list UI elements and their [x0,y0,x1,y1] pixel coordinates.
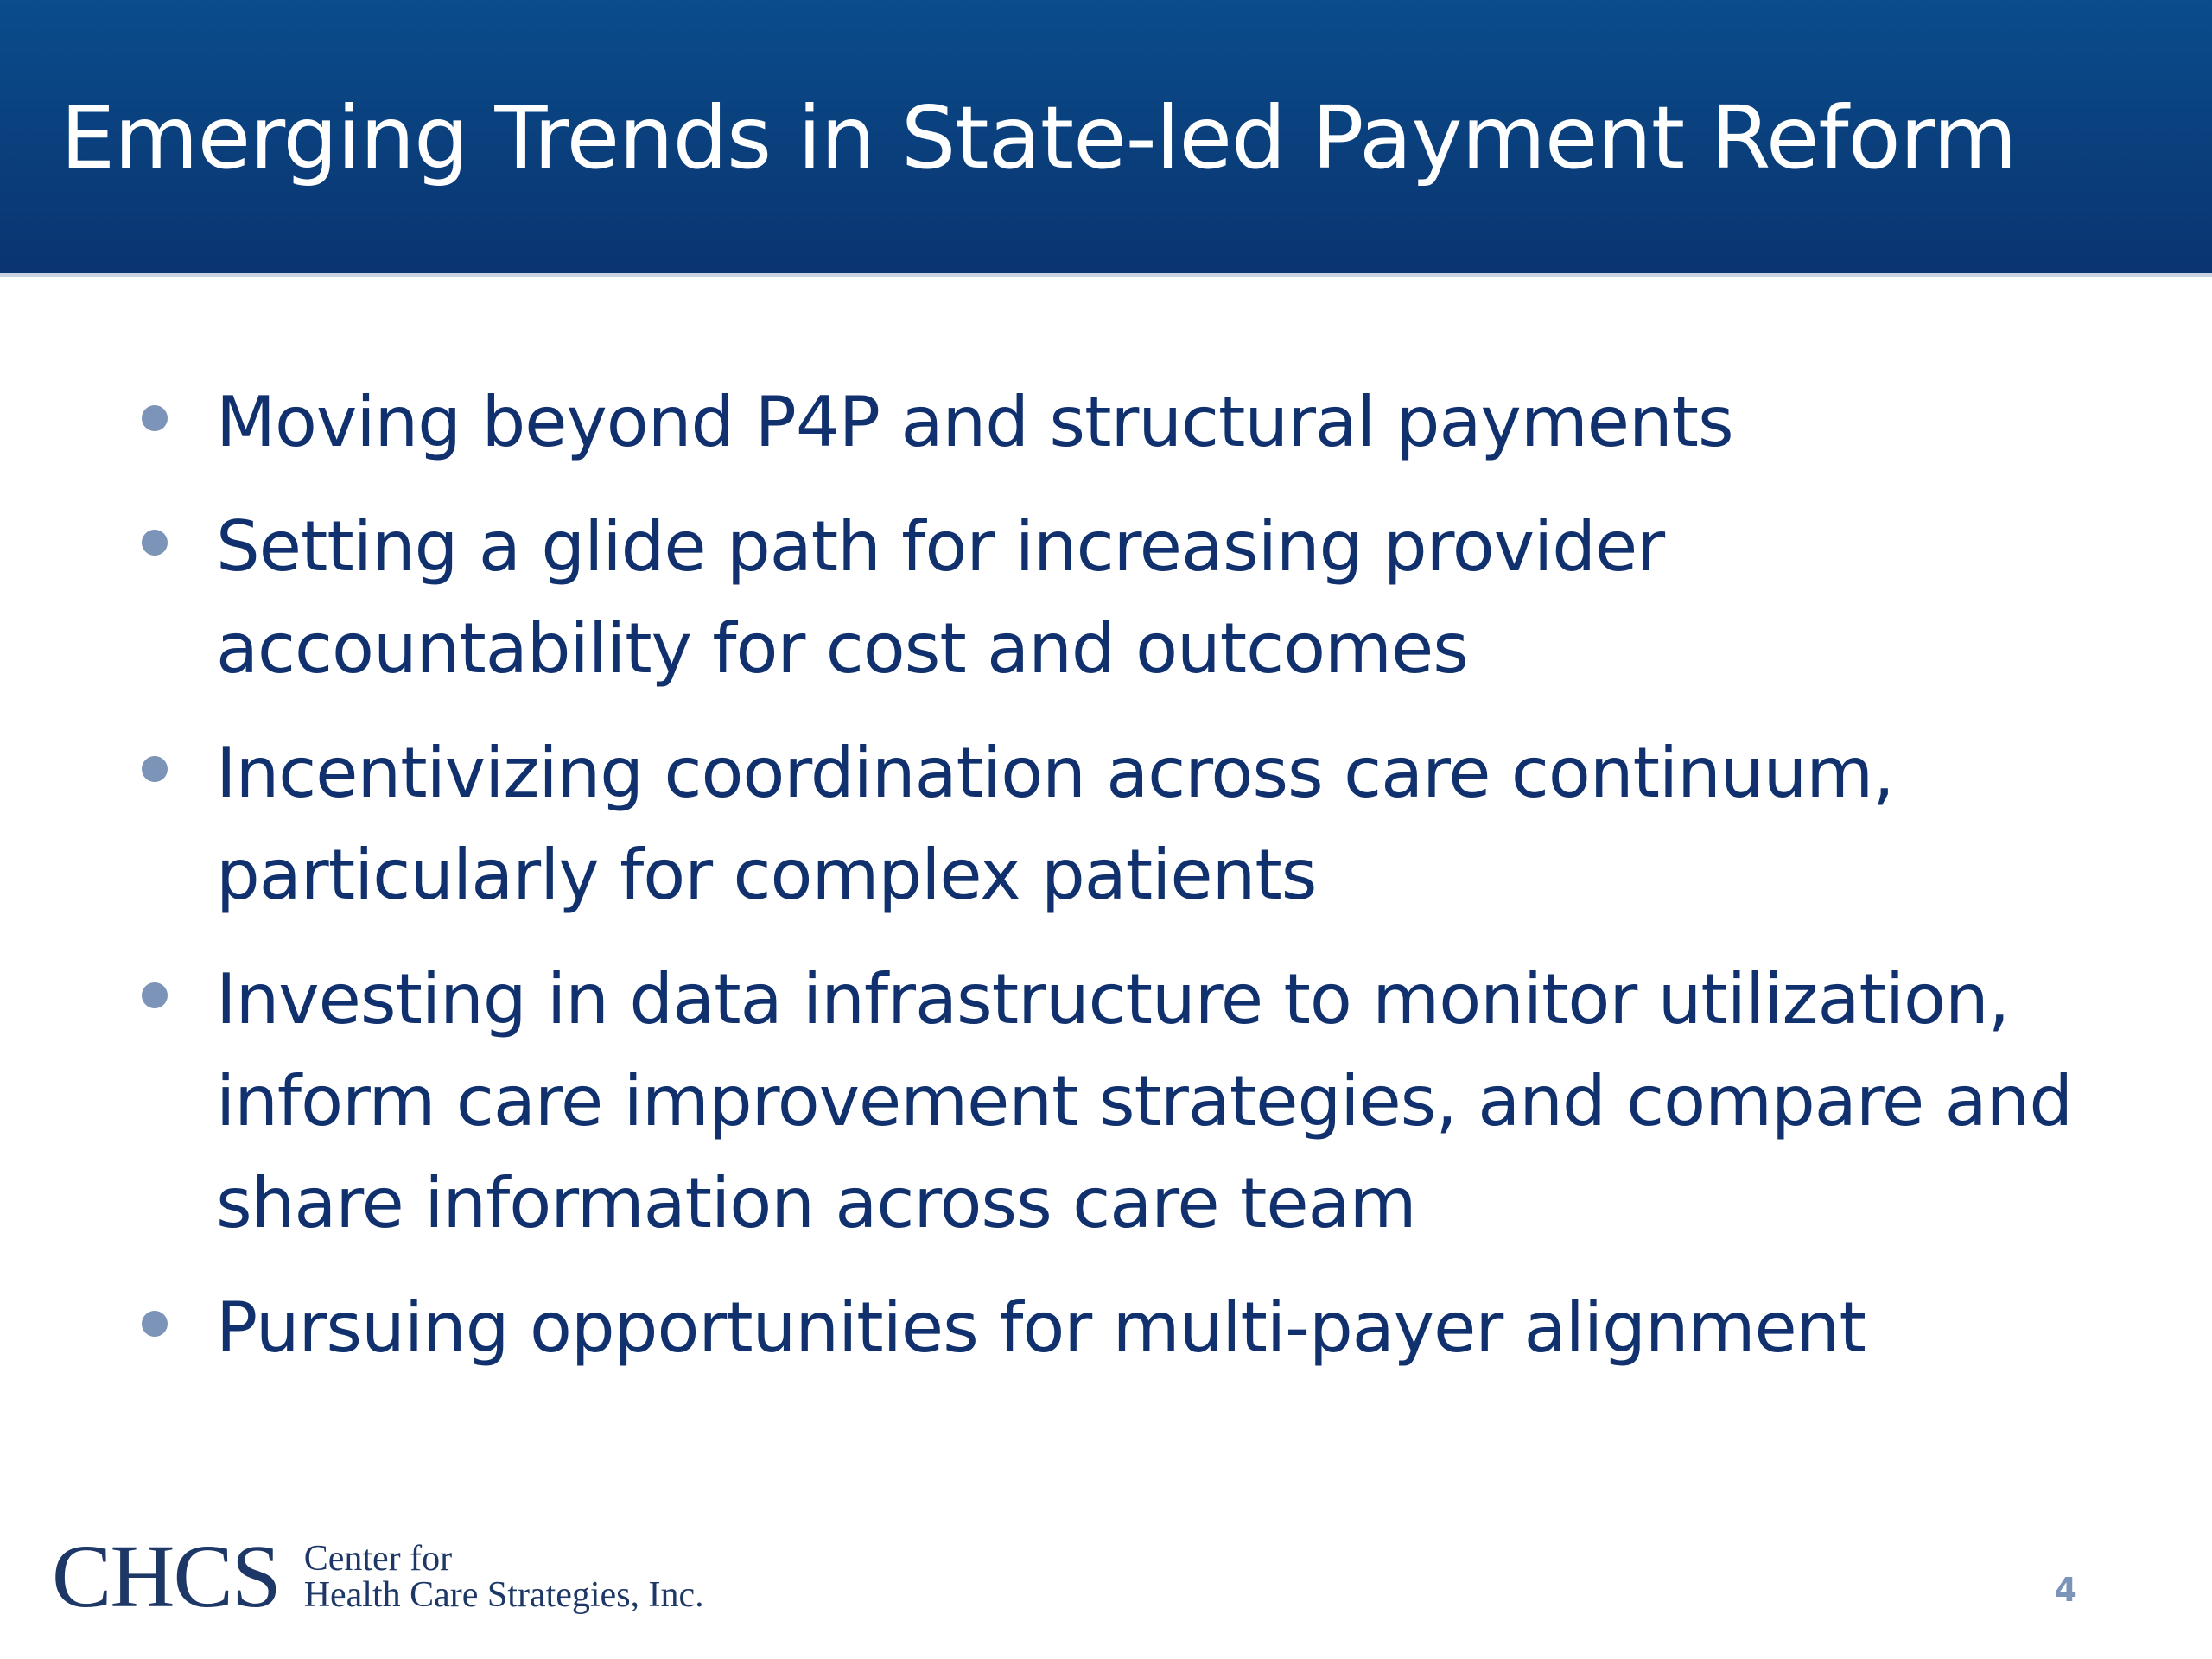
bullet-text: Incentivizing coordination across care continuum, particularly for complex patients [216,733,1894,915]
bullet-dot-icon [142,756,168,782]
page-number: 4 [2054,1571,2077,1609]
bullet-item [130,949,2100,1255]
title-banner [0,0,2212,276]
bullet-item [130,372,2100,474]
logo-mark: CHCS [52,1527,280,1626]
slide-title: Emerging Trends in State-led Payment Reform [60,87,2017,188]
bullet-text: Moving beyond P4P and structural payments [216,382,1733,462]
bullet-dot-icon [142,530,168,556]
bullet-item [130,722,2100,926]
logo-line-2: Health Care Strategies, Inc. [303,1575,704,1615]
bullet-text: Setting a glide path for increasing provider accountability for cost and outcomes [216,506,1665,689]
bullet-text: Pursuing opportunities for multi-payer alignment [216,1287,1866,1368]
bullet-item [130,496,2100,700]
bullet-list [130,372,2100,1402]
bullet-dot-icon [142,1311,168,1337]
bullet-item [130,1277,2100,1379]
logo-line-1: Center for [303,1539,453,1579]
bullet-dot-icon [142,982,168,1008]
chcs-logo [52,1529,704,1624]
logo-org-name [304,1541,704,1613]
bullet-dot-icon [142,405,168,431]
bullet-text: Investing in data infrastructure to monitor utilization, inform care improvement strategies, and compare and share information across care team [216,959,2073,1243]
